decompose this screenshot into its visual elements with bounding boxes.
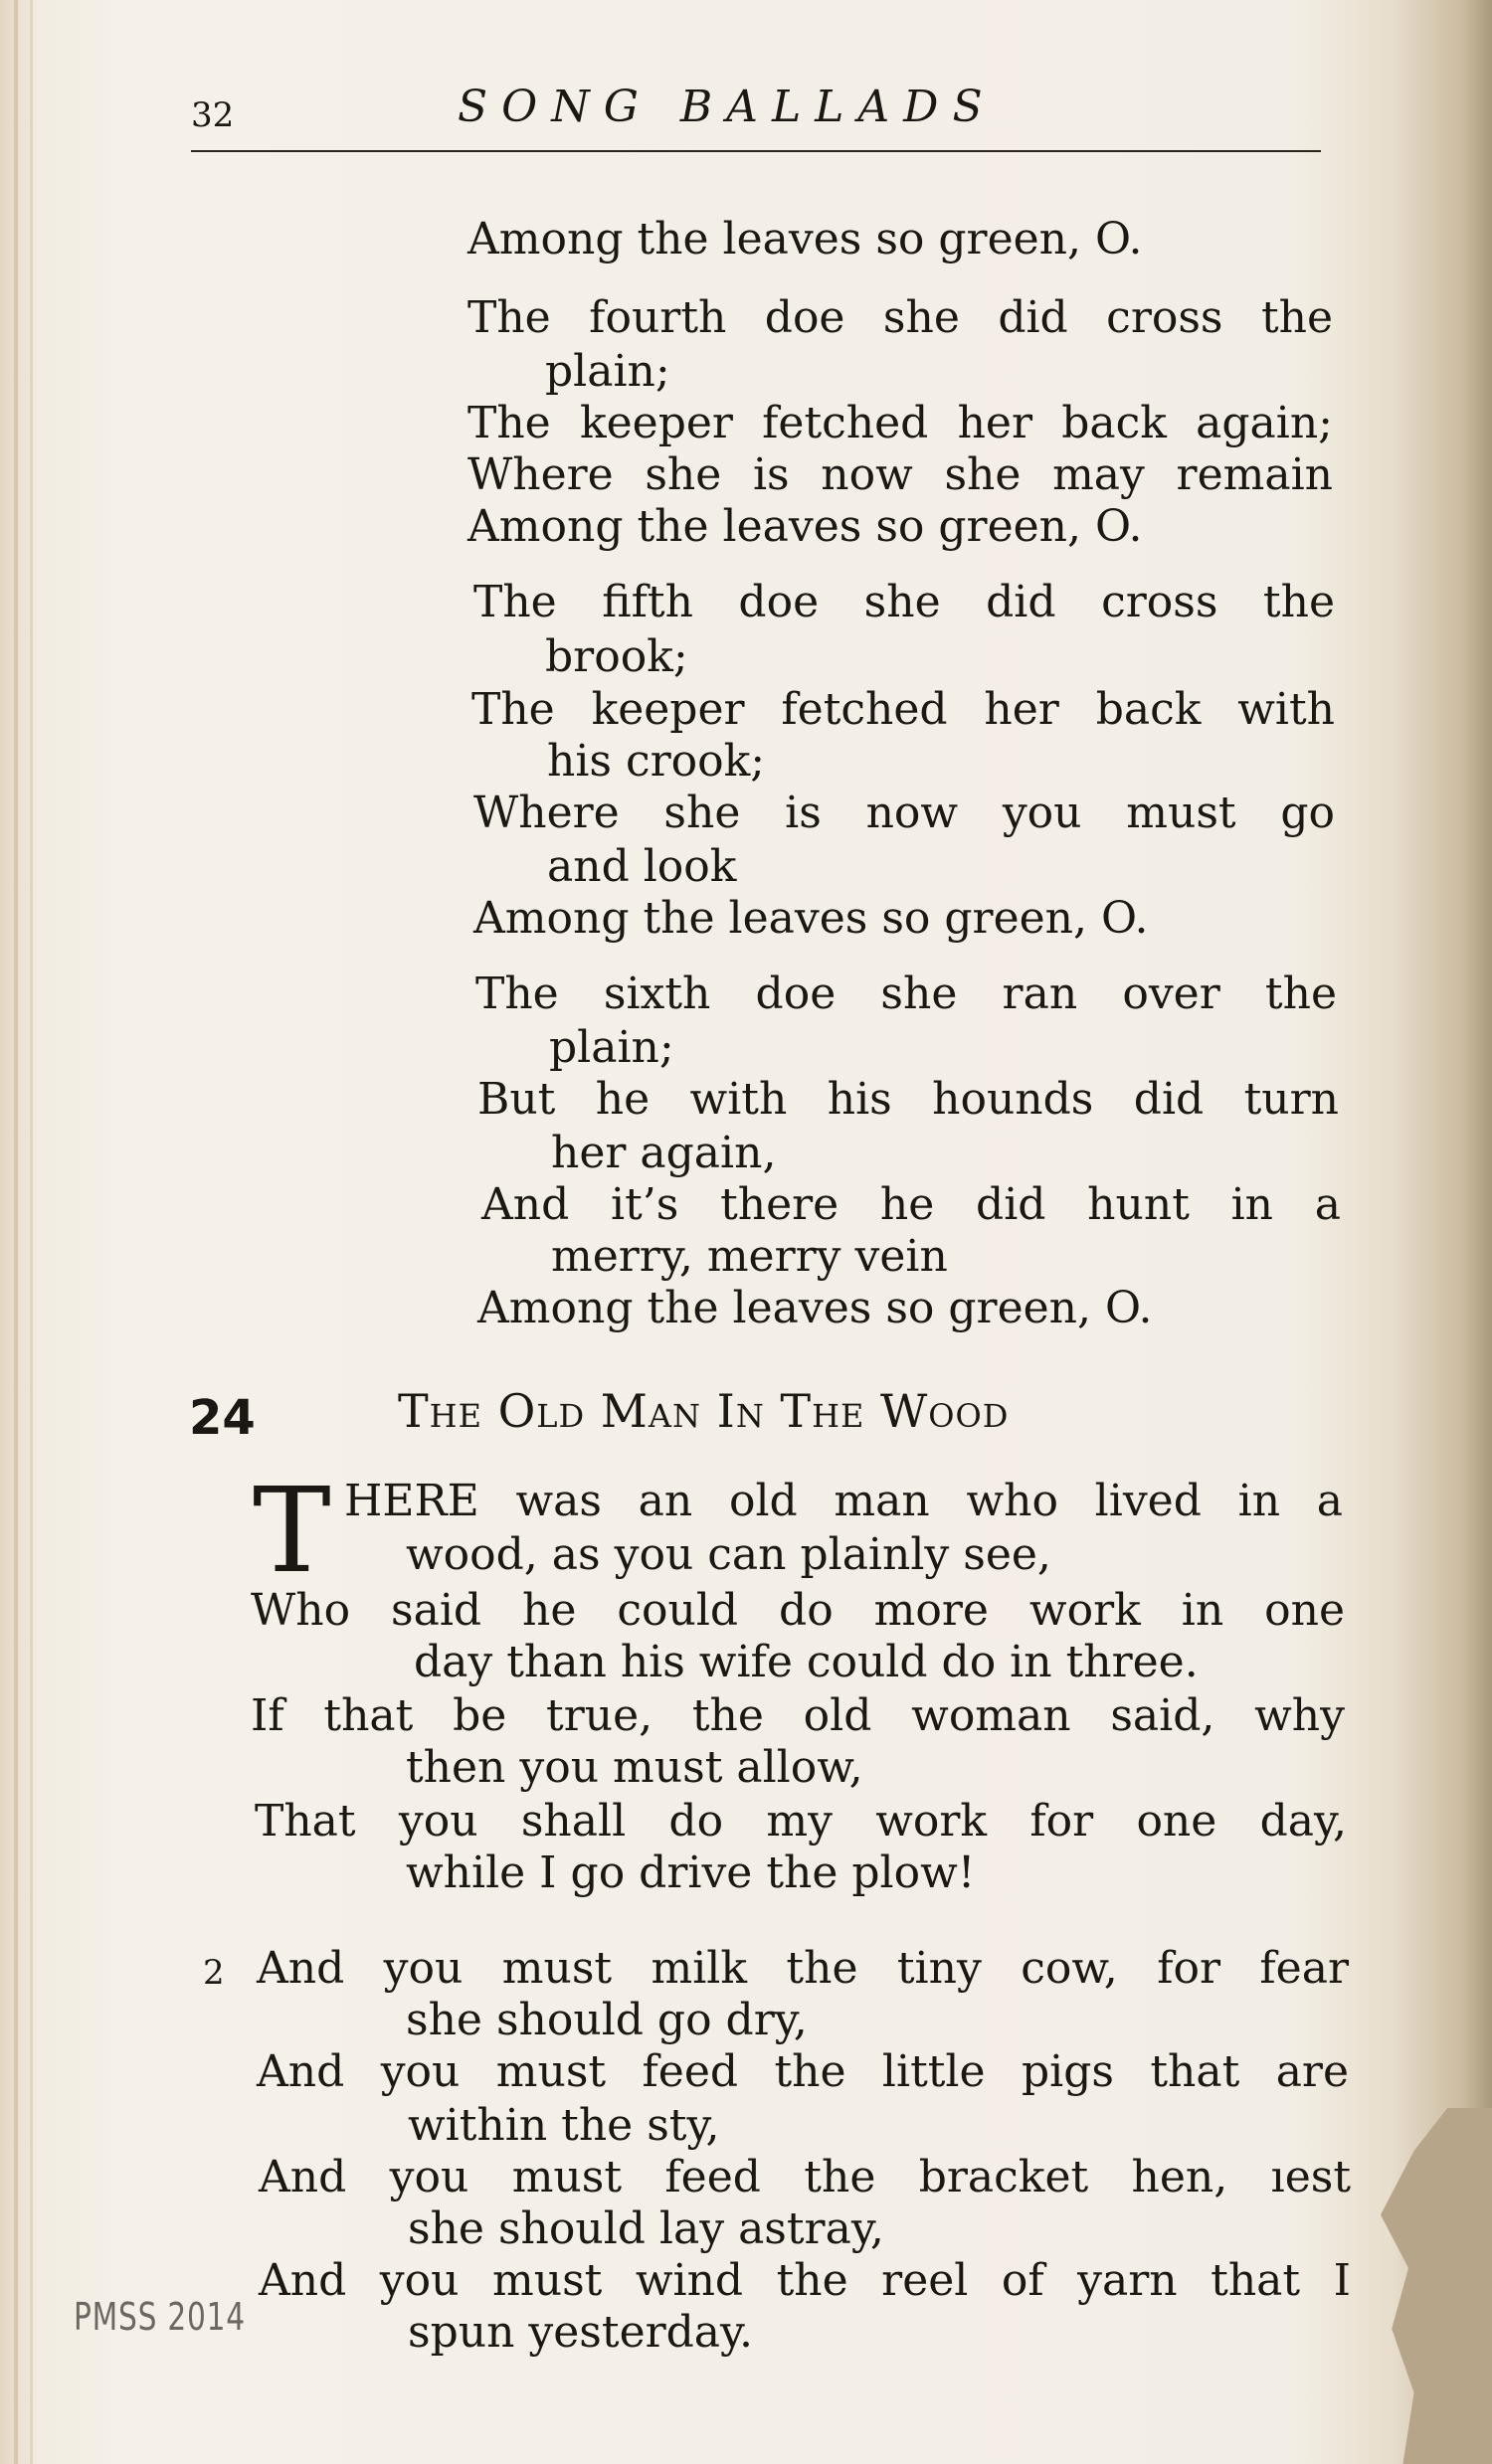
verse-line: merry, merry vein — [551, 1231, 948, 1282]
verse-line: HERE was an old man who lived in a — [344, 1476, 1343, 1526]
verse-line: Among the leaves so green, O. — [467, 214, 1143, 264]
verse-line: Among the leaves so green, O. — [467, 501, 1143, 552]
verse-line: within the sty, — [408, 2100, 720, 2151]
verse-line: And you must feed the bracket hen, ıest — [259, 2152, 1351, 2202]
verse-line: her again, — [551, 1128, 777, 1178]
verse-line: Among the leaves so green, O. — [477, 1283, 1153, 1333]
verse-line: while I go drive the plow! — [406, 1848, 976, 1898]
page-number: 32 — [191, 95, 235, 135]
verse-line: wood, as you can plainly see, — [406, 1529, 1051, 1580]
verse-line: she should lay astray, — [408, 2203, 884, 2254]
verse-line: brook; — [545, 631, 688, 682]
verse-line: plain; — [545, 346, 670, 397]
verse-number: 2 — [203, 1953, 225, 1993]
verse-line: Where she is now she may remain — [467, 449, 1333, 500]
song-title: The Old Man In The Wood — [398, 1384, 1010, 1438]
song-number: 24 — [189, 1390, 256, 1446]
verse-line: she should go dry, — [406, 1995, 808, 2045]
verse-line: his crook; — [547, 736, 766, 787]
page-fold-line-inner — [30, 0, 33, 2464]
verse-line: The keeper fetched her back with — [471, 684, 1335, 735]
verse-line: And you must feed the little pigs that are — [257, 2046, 1349, 2097]
verse-line: and look — [547, 841, 737, 892]
verse-line: But he with his hounds did turn — [477, 1074, 1339, 1125]
verse-line: spun yesterday. — [408, 2307, 754, 2358]
verse-line: And you must milk the tiny cow, for fear — [257, 1943, 1349, 1994]
verse-line: day than his wife could do in three. — [414, 1637, 1199, 1687]
verse-line: Among the leaves so green, O. — [473, 893, 1149, 944]
verse-line: plain; — [549, 1022, 674, 1073]
page-fold-line — [14, 0, 18, 2464]
verse-line: The keeper fetched her back again; — [467, 398, 1333, 448]
watermark: PMSS 2014 — [74, 2295, 246, 2339]
verse-line: The sixth doe she ran over the — [475, 968, 1337, 1019]
drop-cap: T — [253, 1462, 331, 1599]
verse-line: then you must allow, — [406, 1742, 863, 1793]
verse-line: That you shall do my work for one day, — [255, 1796, 1347, 1847]
verse-line: If that be true, the old woman said, why — [251, 1690, 1345, 1741]
verse-line: The fourth doe she did cross the — [467, 292, 1333, 343]
verse-line: Where she is now you must go — [473, 788, 1335, 838]
header-rule — [191, 150, 1321, 152]
running-head: SONG BALLADS — [458, 82, 997, 132]
verse-line: And you must wind the reel of yarn that I — [259, 2255, 1351, 2306]
torn-corner — [1381, 2108, 1492, 2464]
verse-line: And it’s there he did hunt in a — [481, 1179, 1341, 1230]
verse-line: The fifth doe she did cross the — [473, 577, 1335, 627]
verse-line: Who said he could do more work in one — [251, 1585, 1345, 1636]
